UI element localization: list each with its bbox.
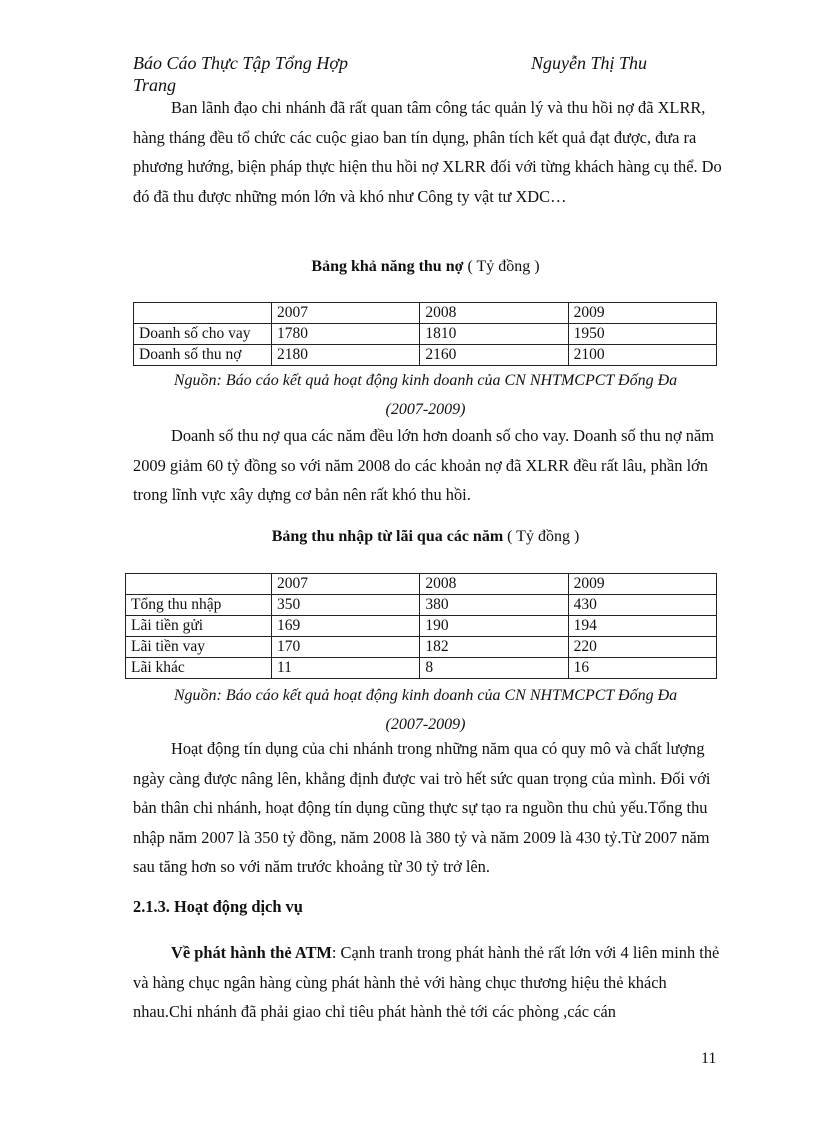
table-row: [134, 324, 717, 345]
paragraph-credit-income: Hoạt động tín dụng của chi nhánh trong những năm qua có quy mô và chất lượng ngày càng được nâng lên, khẳng định được vai trò hết sức quan trọng của mình. Đối với bản thân chi nhánh, hoạt động tín dụng cũng thực sự tạo ra nguồn thu chủ yếu.Tổng thu nhập năm 2007 là 350 tỷ đồng, năm 2008 là 380 tỷ và năm 2009 là 430 tỷ.Từ 2007 năm sau tăng hơn so với năm trước khoảng từ 30 tỷ trở lên.: [133, 739, 711, 877]
table-cell: 16: [568, 658, 716, 679]
table-cell: 1950: [568, 324, 716, 345]
table-cell: 2100: [568, 345, 716, 366]
table-cell: 2009: [568, 303, 716, 324]
table-cell: 11: [272, 658, 420, 679]
table-cell: 1780: [272, 324, 420, 345]
table-cell: 2008: [420, 574, 568, 595]
paragraph-atm-cards: [133, 938, 723, 1027]
table-cell: 220: [568, 637, 716, 658]
table-row: [126, 658, 717, 679]
interest-income-table: [125, 573, 717, 679]
section-heading: 2.1.3. Hoạt động dịch vụ: [133, 897, 303, 916]
table1-title-unit: ( Tỷ đồng ): [467, 258, 540, 275]
table-cell: 1810: [420, 324, 568, 345]
table1-source-note: [133, 366, 718, 424]
table-cell: 2160: [420, 345, 568, 366]
header-title-line: Báo Cáo Thực Tập Tổng Hợp: [133, 53, 348, 73]
paragraph-debt-recovery: Ban lãnh đạo chi nhánh đã rất quan tâm công tác quản lý và thu hồi nợ đã XLRR, hàng tháng đều tổ chức các cuộc giao ban tín dụng, phân tích kết quả đạt được, đưa ra phương hướng, biện pháp thực hiện thu hồi nợ XLRR đối với từng khách hàng cụ thể. Do đó đã thu được những món lớn và khó như Công ty vật tư XDC…: [133, 98, 722, 206]
table-cell: 2007: [272, 303, 420, 324]
table2-source-note: [133, 681, 718, 739]
table-cell: 430: [568, 595, 716, 616]
debt-recovery-table: [133, 302, 717, 366]
table-header-row: [126, 574, 717, 595]
table-cell: 169: [272, 616, 420, 637]
page-number: 11: [701, 1050, 717, 1067]
source-line: Nguồn: Báo cáo kết quả hoạt động kinh doanh của CN NHTMCPCT Đống Đa: [173, 372, 678, 389]
table-cell: 2009: [568, 574, 716, 595]
table-cell: 2180: [272, 345, 420, 366]
source-line: (2007-2009): [385, 401, 466, 418]
source-line: Nguồn: Báo cáo kết quả hoạt động kinh doanh của CN NHTMCPCT Đống Đa: [173, 687, 678, 704]
table-cell: [134, 303, 272, 324]
table2-title: [133, 527, 718, 547]
paragraph-debt-analysis: Doanh số thu nợ qua các năm đều lớn hơn doanh số cho vay. Doanh số thu nợ năm 2009 giảm 60 tỷ đồng so với năm 2008 do các khoản nợ đã XLRR đều rất lâu, phần lớn trong lĩnh vực xây dựng cơ bản nên rất khó thu hồi.: [133, 426, 714, 505]
table-cell: Lãi tiền gửi: [126, 616, 272, 637]
table-cell: Tổng thu nhập: [126, 595, 272, 616]
table-cell: [126, 574, 272, 595]
table1-title: [133, 257, 718, 277]
table-row: [126, 637, 717, 658]
source-line: (2007-2009): [385, 716, 466, 733]
table2-title-unit: ( Tỷ đồng ): [507, 528, 580, 545]
table-cell: 2007: [272, 574, 420, 595]
table-cell: 350: [272, 595, 420, 616]
table-row: [126, 595, 717, 616]
header-title-continuation: Trang: [133, 75, 177, 95]
header-author-name: Nguyễn Thị Thu: [531, 53, 648, 73]
table-cell: 380: [420, 595, 568, 616]
table-cell: Lãi tiền vay: [126, 637, 272, 658]
header-report-title: [133, 52, 533, 96]
table-row: [134, 345, 717, 366]
atm-body-text: : Cạnh tranh trong phát hành thẻ rất lớn với 4 liên minh thẻ và hàng chục ngân hàng cùng phát hành thẻ với hàng chục thương hiệu thẻ khách nhau.Chi nhánh đã phải giao chỉ tiêu phát hành thẻ tới các phòng ,các cán: [133, 943, 720, 1022]
table1-title-text: Bảng khả năng thu nợ: [311, 258, 468, 275]
table-cell: Doanh số thu nợ: [134, 345, 272, 366]
table-header-row: [134, 303, 717, 324]
table-cell: 2008: [420, 303, 568, 324]
table-cell: 8: [420, 658, 568, 679]
table-cell: Doanh số cho vay: [134, 324, 272, 345]
table-cell: 170: [272, 637, 420, 658]
table-cell: 190: [420, 616, 568, 637]
table-cell: 194: [568, 616, 716, 637]
table-cell: Lãi khác: [126, 658, 272, 679]
table-cell: 182: [420, 637, 568, 658]
atm-lead-in: Về phát hành thẻ ATM: [171, 943, 332, 962]
table-row: [126, 616, 717, 637]
table2-title-text: Bảng thu nhập từ lãi qua các năm: [271, 528, 508, 545]
